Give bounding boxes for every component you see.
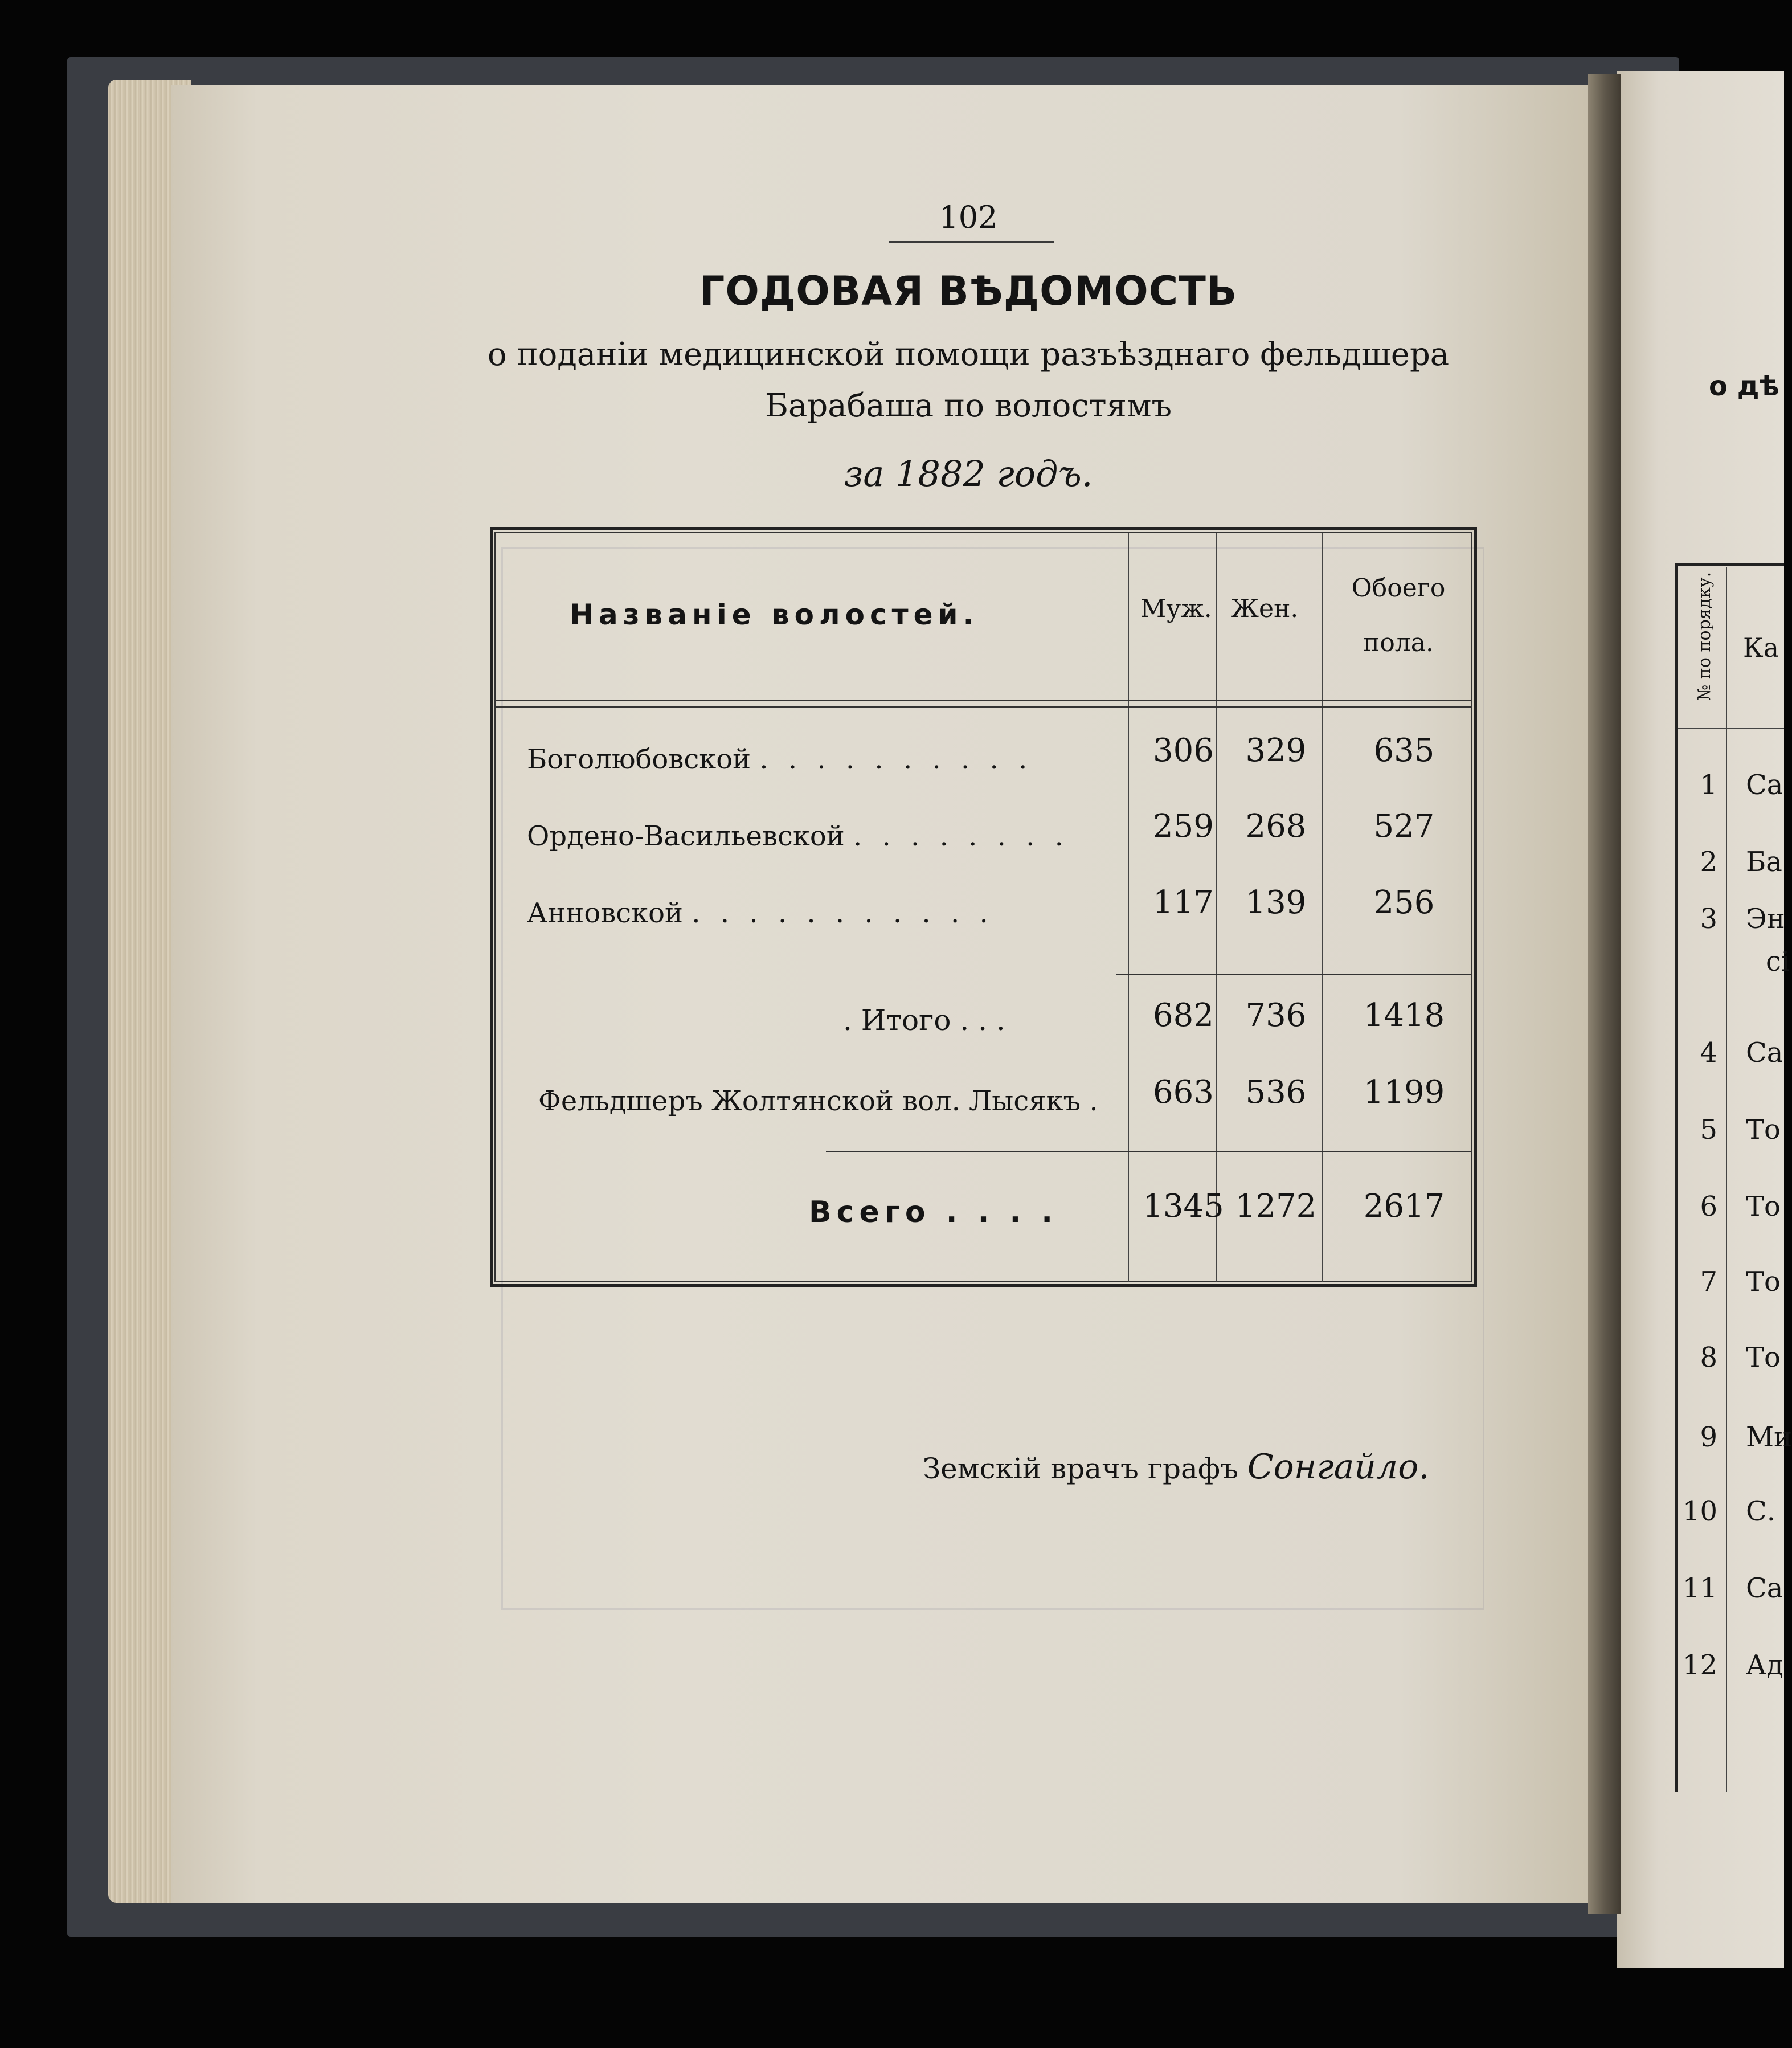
cell-both: 635 bbox=[1373, 732, 1435, 769]
right-row-text: Ба bbox=[1746, 846, 1782, 878]
district-name: Боголюбовской bbox=[527, 743, 751, 775]
right-row-text: То bbox=[1746, 1191, 1781, 1223]
grand-total-rule bbox=[826, 1151, 1471, 1152]
right-row-number: 8 bbox=[1700, 1342, 1717, 1373]
right-row-number: 11 bbox=[1682, 1572, 1717, 1604]
table-row-label bbox=[527, 897, 994, 929]
cell-male: 117 bbox=[1153, 884, 1214, 921]
right-row-text: Са bbox=[1746, 1037, 1783, 1069]
header-female: Жен. bbox=[1230, 594, 1299, 623]
right-row-number: 4 bbox=[1700, 1037, 1717, 1069]
right-row-text: Ми bbox=[1746, 1421, 1792, 1453]
leader-dots: . . . . . . . . . . bbox=[759, 743, 1033, 775]
right-row-text: То bbox=[1746, 1114, 1781, 1146]
feldsher-both: 1199 bbox=[1363, 1074, 1445, 1111]
cell-both: 256 bbox=[1373, 884, 1435, 921]
page-number-rule bbox=[889, 241, 1054, 243]
cell-male: 259 bbox=[1153, 808, 1214, 845]
subtitle-year: за 1882 годъ. bbox=[844, 453, 1093, 494]
right-row-number: 1 bbox=[1700, 769, 1717, 801]
subtitle-line-1: о поданіи медицинской помощи разъѣзднаго фельдшера bbox=[487, 336, 1450, 373]
signature-name: Сонгайло. bbox=[1247, 1447, 1430, 1487]
right-table-header-rule bbox=[1678, 728, 1784, 729]
right-row-number: 3 bbox=[1700, 903, 1717, 935]
leader-dots: . . . . . . . . . . . bbox=[692, 897, 994, 929]
table-row-label bbox=[527, 820, 1069, 852]
grand-total-both: 2617 bbox=[1363, 1188, 1445, 1225]
document-title: ГОДОВАЯ ВѢДОМОСТЬ bbox=[699, 268, 1238, 314]
book-gutter bbox=[1588, 74, 1621, 1914]
district-name: Ордено-Васильевской bbox=[527, 820, 845, 852]
right-page-title-fragment: о дѣ bbox=[1709, 370, 1779, 402]
right-row-number: 6 bbox=[1700, 1191, 1717, 1223]
cell-male: 306 bbox=[1153, 732, 1214, 769]
district-name: Анновской bbox=[527, 897, 684, 929]
cell-female: 329 bbox=[1245, 732, 1307, 769]
header-male: Муж. bbox=[1140, 594, 1212, 623]
total-rule bbox=[1116, 974, 1471, 975]
cell-female: 268 bbox=[1245, 808, 1307, 845]
feldsher-female: 536 bbox=[1245, 1074, 1307, 1111]
right-table-top-border bbox=[1675, 563, 1784, 566]
grand-total-label: Всего . . . . bbox=[809, 1195, 1058, 1229]
right-row-text: Са bbox=[1746, 769, 1783, 801]
right-row-number: 10 bbox=[1682, 1495, 1717, 1527]
right-row-number: 12 bbox=[1682, 1649, 1717, 1681]
right-row-text-continuation: сі bbox=[1766, 946, 1790, 978]
right-row-text: С. bbox=[1746, 1495, 1775, 1527]
header-rule-bottom bbox=[496, 706, 1471, 708]
total-label: . Итого . . . bbox=[843, 1004, 1005, 1037]
right-table-column-divider bbox=[1726, 567, 1727, 1792]
right-page bbox=[1617, 71, 1784, 1968]
page-number: 102 bbox=[939, 199, 998, 235]
grand-total-female: 1272 bbox=[1235, 1188, 1317, 1225]
table-row-label bbox=[527, 743, 1033, 775]
signature bbox=[923, 1447, 1429, 1487]
feldsher-row-label: Фельдшеръ Жолтянской вол. Лысякъ . bbox=[538, 1085, 1098, 1117]
feldsher-male: 663 bbox=[1153, 1074, 1214, 1111]
right-table-name-header-fragment: Ка bbox=[1743, 632, 1779, 663]
right-table-number-header: № по порядку. bbox=[1695, 571, 1715, 701]
cell-female: 139 bbox=[1245, 884, 1307, 921]
right-row-number: 7 bbox=[1700, 1266, 1717, 1298]
right-row-text: Эн bbox=[1746, 903, 1785, 935]
total-female: 736 bbox=[1245, 997, 1307, 1034]
total-both: 1418 bbox=[1363, 997, 1445, 1034]
header-district-name: Названіе волостей. bbox=[570, 598, 979, 631]
right-row-number: 5 bbox=[1700, 1114, 1717, 1146]
right-row-text: То bbox=[1746, 1342, 1781, 1373]
grand-total-male: 1345 bbox=[1143, 1188, 1224, 1225]
signature-prefix: Земскій врачъ графъ bbox=[923, 1452, 1238, 1485]
cell-both: 527 bbox=[1373, 808, 1435, 845]
leader-dots: . . . . . . . . bbox=[853, 820, 1069, 852]
column-divider-both bbox=[1322, 533, 1323, 1282]
right-row-text: Са bbox=[1746, 1572, 1783, 1604]
subtitle-line-2: Барабаша по волостямъ bbox=[764, 387, 1172, 424]
right-row-number: 9 bbox=[1700, 1421, 1717, 1453]
right-table-left-border bbox=[1675, 564, 1678, 1792]
header-both-sexes: Обоего пола. bbox=[1351, 574, 1446, 657]
column-divider-male bbox=[1128, 533, 1129, 1282]
right-row-number: 2 bbox=[1700, 846, 1717, 878]
header-rule-top bbox=[496, 700, 1471, 701]
total-male: 682 bbox=[1153, 997, 1214, 1034]
right-row-text: Ад bbox=[1746, 1649, 1783, 1681]
right-row-text: То bbox=[1746, 1266, 1781, 1298]
